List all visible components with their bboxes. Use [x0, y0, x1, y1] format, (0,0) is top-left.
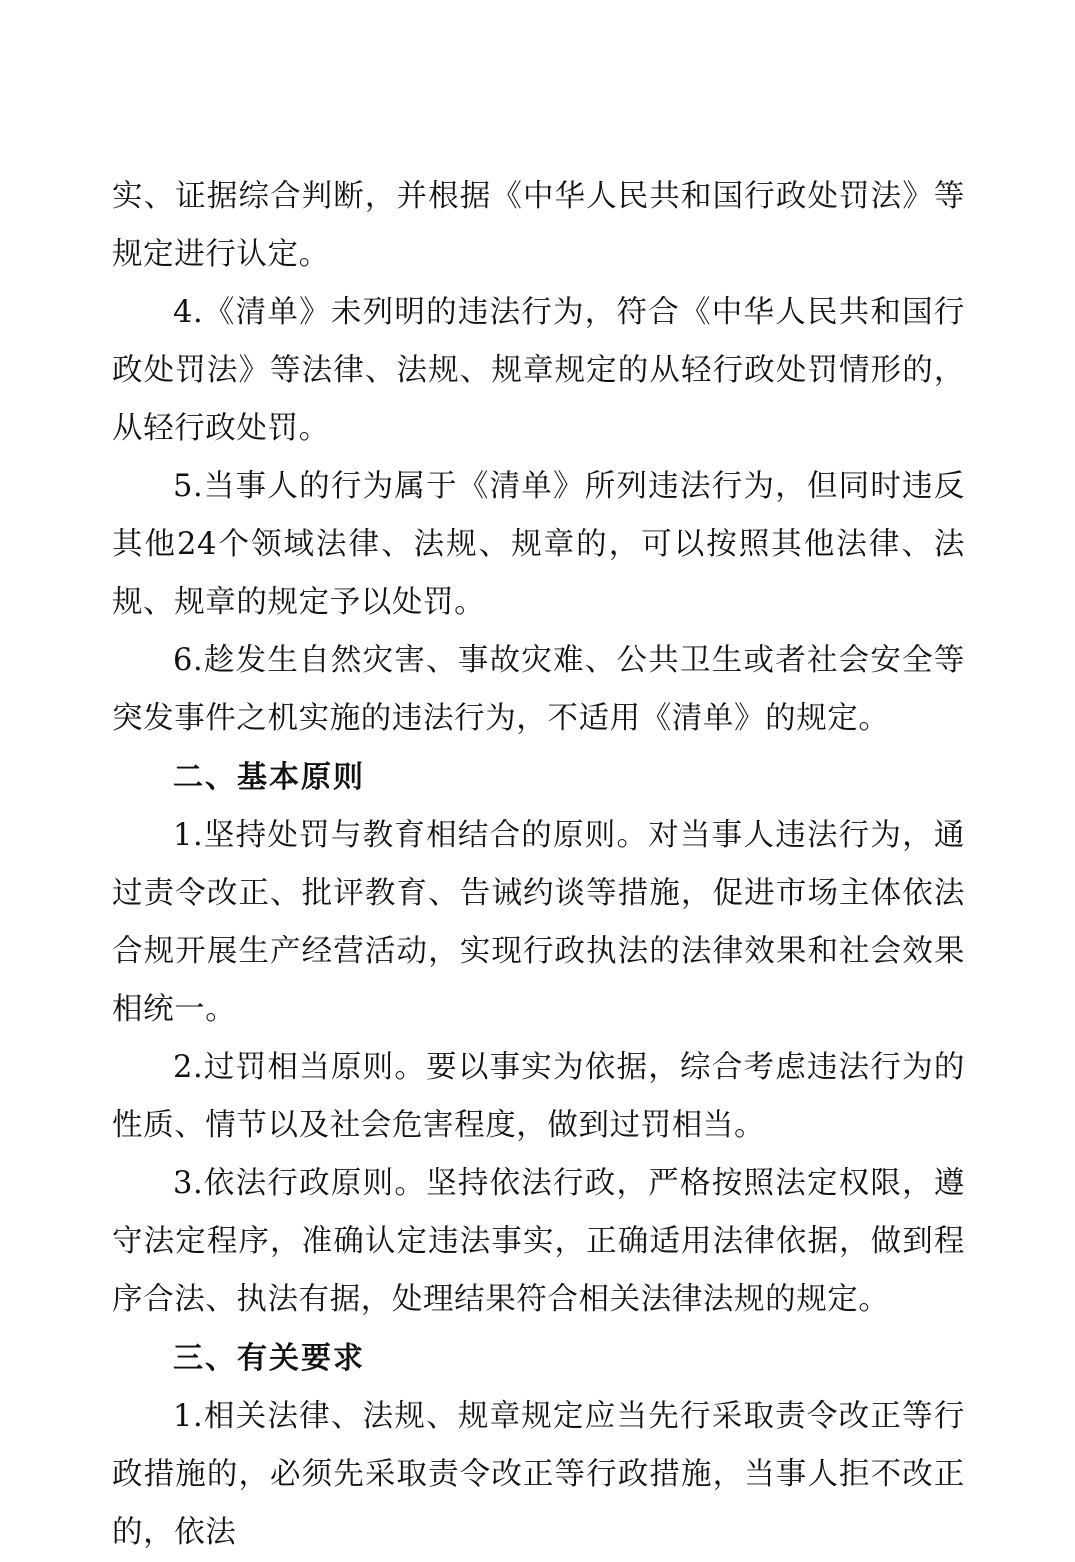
para-principle-3: 3.依法行政原则。坚持依法行政，严格按照法定权限，遵守法定程序，准确认定违法事实，正确适用法律依据，做到程序合法、执法有据，处理结果符合相关法律法规的规定。	[112, 1166, 965, 1317]
heading-section-2-text: 二、基本原则	[173, 760, 365, 795]
para-item-5: 5.当事人的行为属于《清单》所列违法行为，但同时违反其他24个领域法律、法规、规章的，可以按照其他法律、法规、规章的规定予以处罚。	[112, 469, 965, 620]
para-principle-2: 2.过罚相当原则。要以事实为依据，综合考虑违法行为的性质、情节以及社会危害程度，做到过罚相当。	[112, 1050, 965, 1143]
heading-section-3	[112, 1329, 965, 1388]
heading-section-2	[112, 748, 965, 807]
para-item-4: 4.《清单》未列明的违法行为，符合《中华人民共和国行政处罚法》等法律、法规、规章规定的从轻行政处罚情形的，从轻行政处罚。	[112, 295, 965, 446]
para-item-6: 6.趁发生自然灾害、事故灾难、公共卫生或者社会安全等突发事件之机实施的违法行为，不适用《清单》的规定。	[112, 643, 965, 736]
para-principle-1: 1.坚持处罚与教育相结合的原则。对当事人违法行为，通过责令改正、批评教育、告诫约谈等措施，促进市场主体依法合规开展生产经营活动，实现行政执法的法律效果和社会效果相统一。	[112, 818, 965, 1027]
para-requirement-1: 1.相关法律、法规、规章规定应当先行采取责令改正等行政措施的，必须先采取责令改正等行政措施，当事人拒不改正的，依法	[112, 1399, 965, 1550]
heading-section-3-text: 三、有关要求	[173, 1341, 365, 1376]
para-continued-3: 实、证据综合判断，并根据《中华人民共和国行政处罚法》等规定进行认定。	[112, 179, 965, 272]
document-body	[112, 168, 965, 1562]
